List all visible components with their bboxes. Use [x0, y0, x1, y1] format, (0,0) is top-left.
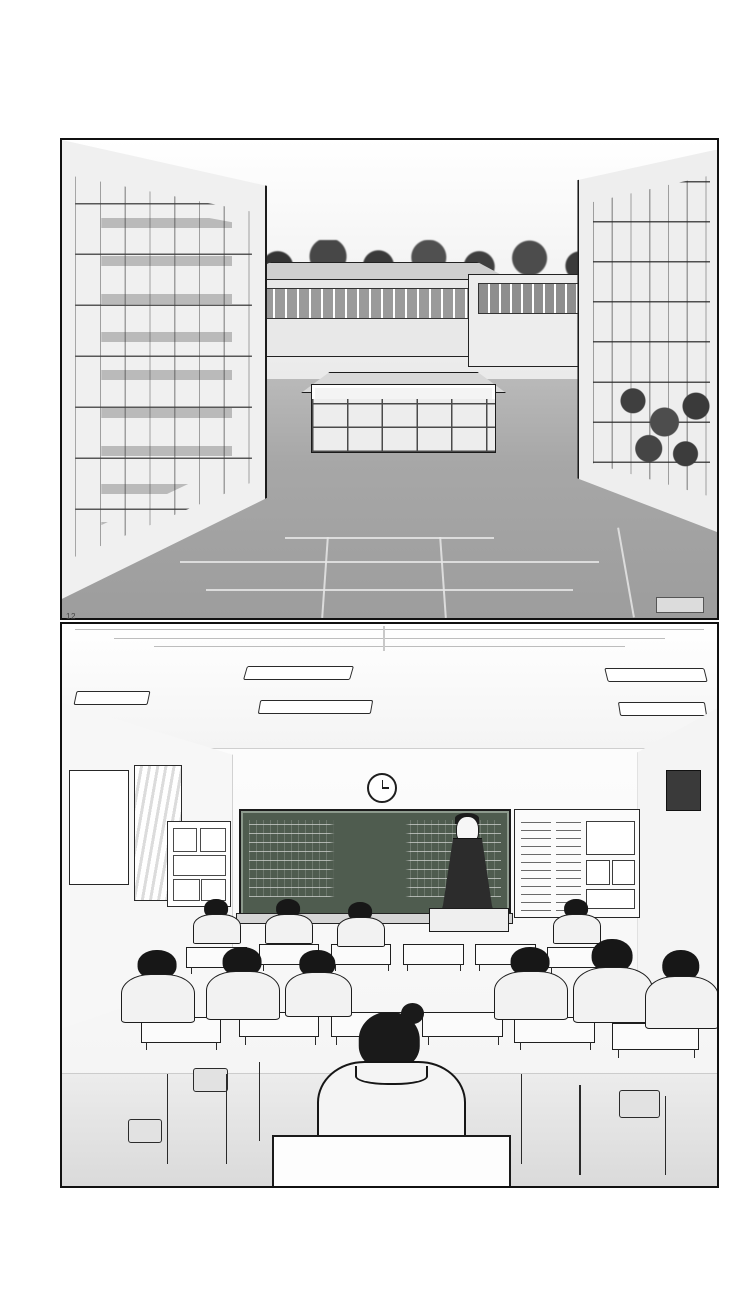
school-bag: [128, 1119, 163, 1143]
notice-sheet: [201, 879, 225, 901]
student-body: [265, 914, 313, 944]
student: [121, 950, 193, 1023]
ceiling-lamp: [257, 700, 373, 714]
hedge: [612, 369, 717, 474]
student-body: [285, 972, 353, 1017]
student-body: [193, 914, 241, 944]
ceiling-beam: [383, 626, 385, 651]
notice-sheet: [173, 879, 200, 901]
ceiling-lamp: [618, 702, 707, 716]
student: [573, 939, 652, 1023]
student: [494, 947, 566, 1020]
student-body: [494, 971, 568, 1020]
corner-sign: [656, 597, 704, 613]
chair-leg: [665, 1096, 667, 1175]
student-body: [206, 971, 280, 1020]
schoolhouse-windows: [239, 288, 508, 319]
ceiling-seam: [154, 646, 626, 647]
student: [265, 899, 311, 944]
student-body: [573, 967, 654, 1023]
chair-leg: [226, 1074, 228, 1164]
school-bag: [619, 1090, 660, 1117]
court-line: [180, 561, 599, 563]
student: [193, 899, 239, 944]
ceiling-lamp: [74, 691, 151, 705]
ceiling: [62, 624, 717, 749]
court-line: [285, 537, 495, 539]
classroom-window: [69, 770, 130, 884]
podium: [429, 908, 510, 932]
student: [645, 950, 717, 1029]
schedule-column: [556, 817, 581, 911]
notice-sheet: [173, 855, 226, 876]
shed-lattice-doors: [312, 399, 495, 451]
notice-board: [167, 821, 231, 907]
panel-schoolyard: [60, 138, 719, 620]
page-number: 12: [66, 612, 76, 621]
desk: [403, 944, 464, 965]
student: [553, 899, 599, 944]
uniform-collar: [355, 1066, 428, 1085]
notice-sheet: [200, 828, 226, 852]
court-line: [617, 528, 635, 618]
student: [285, 950, 351, 1017]
ceiling-lamp: [604, 668, 708, 682]
wall-clock-icon: [367, 773, 397, 803]
ceiling-seam: [114, 638, 664, 639]
student-body: [121, 974, 195, 1023]
ceiling-seam: [75, 629, 704, 630]
schedule-column: [521, 817, 551, 911]
chair-leg: [521, 1074, 523, 1164]
foreground-desk: [272, 1135, 512, 1188]
ceiling-lamp: [243, 666, 354, 680]
schedule-photo: [586, 860, 610, 885]
chair-leg: [259, 1062, 261, 1141]
chair-leg: [579, 1085, 581, 1175]
court-line: [439, 537, 447, 618]
student: [337, 902, 383, 947]
student-body: [645, 976, 719, 1028]
notice-sheet: [173, 828, 197, 852]
student-body: [337, 917, 385, 947]
school-bag: [193, 1068, 228, 1092]
court-line: [206, 589, 573, 591]
schedule-photo: [612, 860, 635, 885]
bicycle-shed: [311, 384, 496, 453]
court-line: [321, 537, 329, 618]
student: [206, 947, 278, 1020]
chair-leg: [167, 1074, 169, 1164]
speaker-icon: [666, 770, 701, 811]
schedule-chart: [586, 821, 635, 855]
panel-classroom: [60, 622, 719, 1188]
